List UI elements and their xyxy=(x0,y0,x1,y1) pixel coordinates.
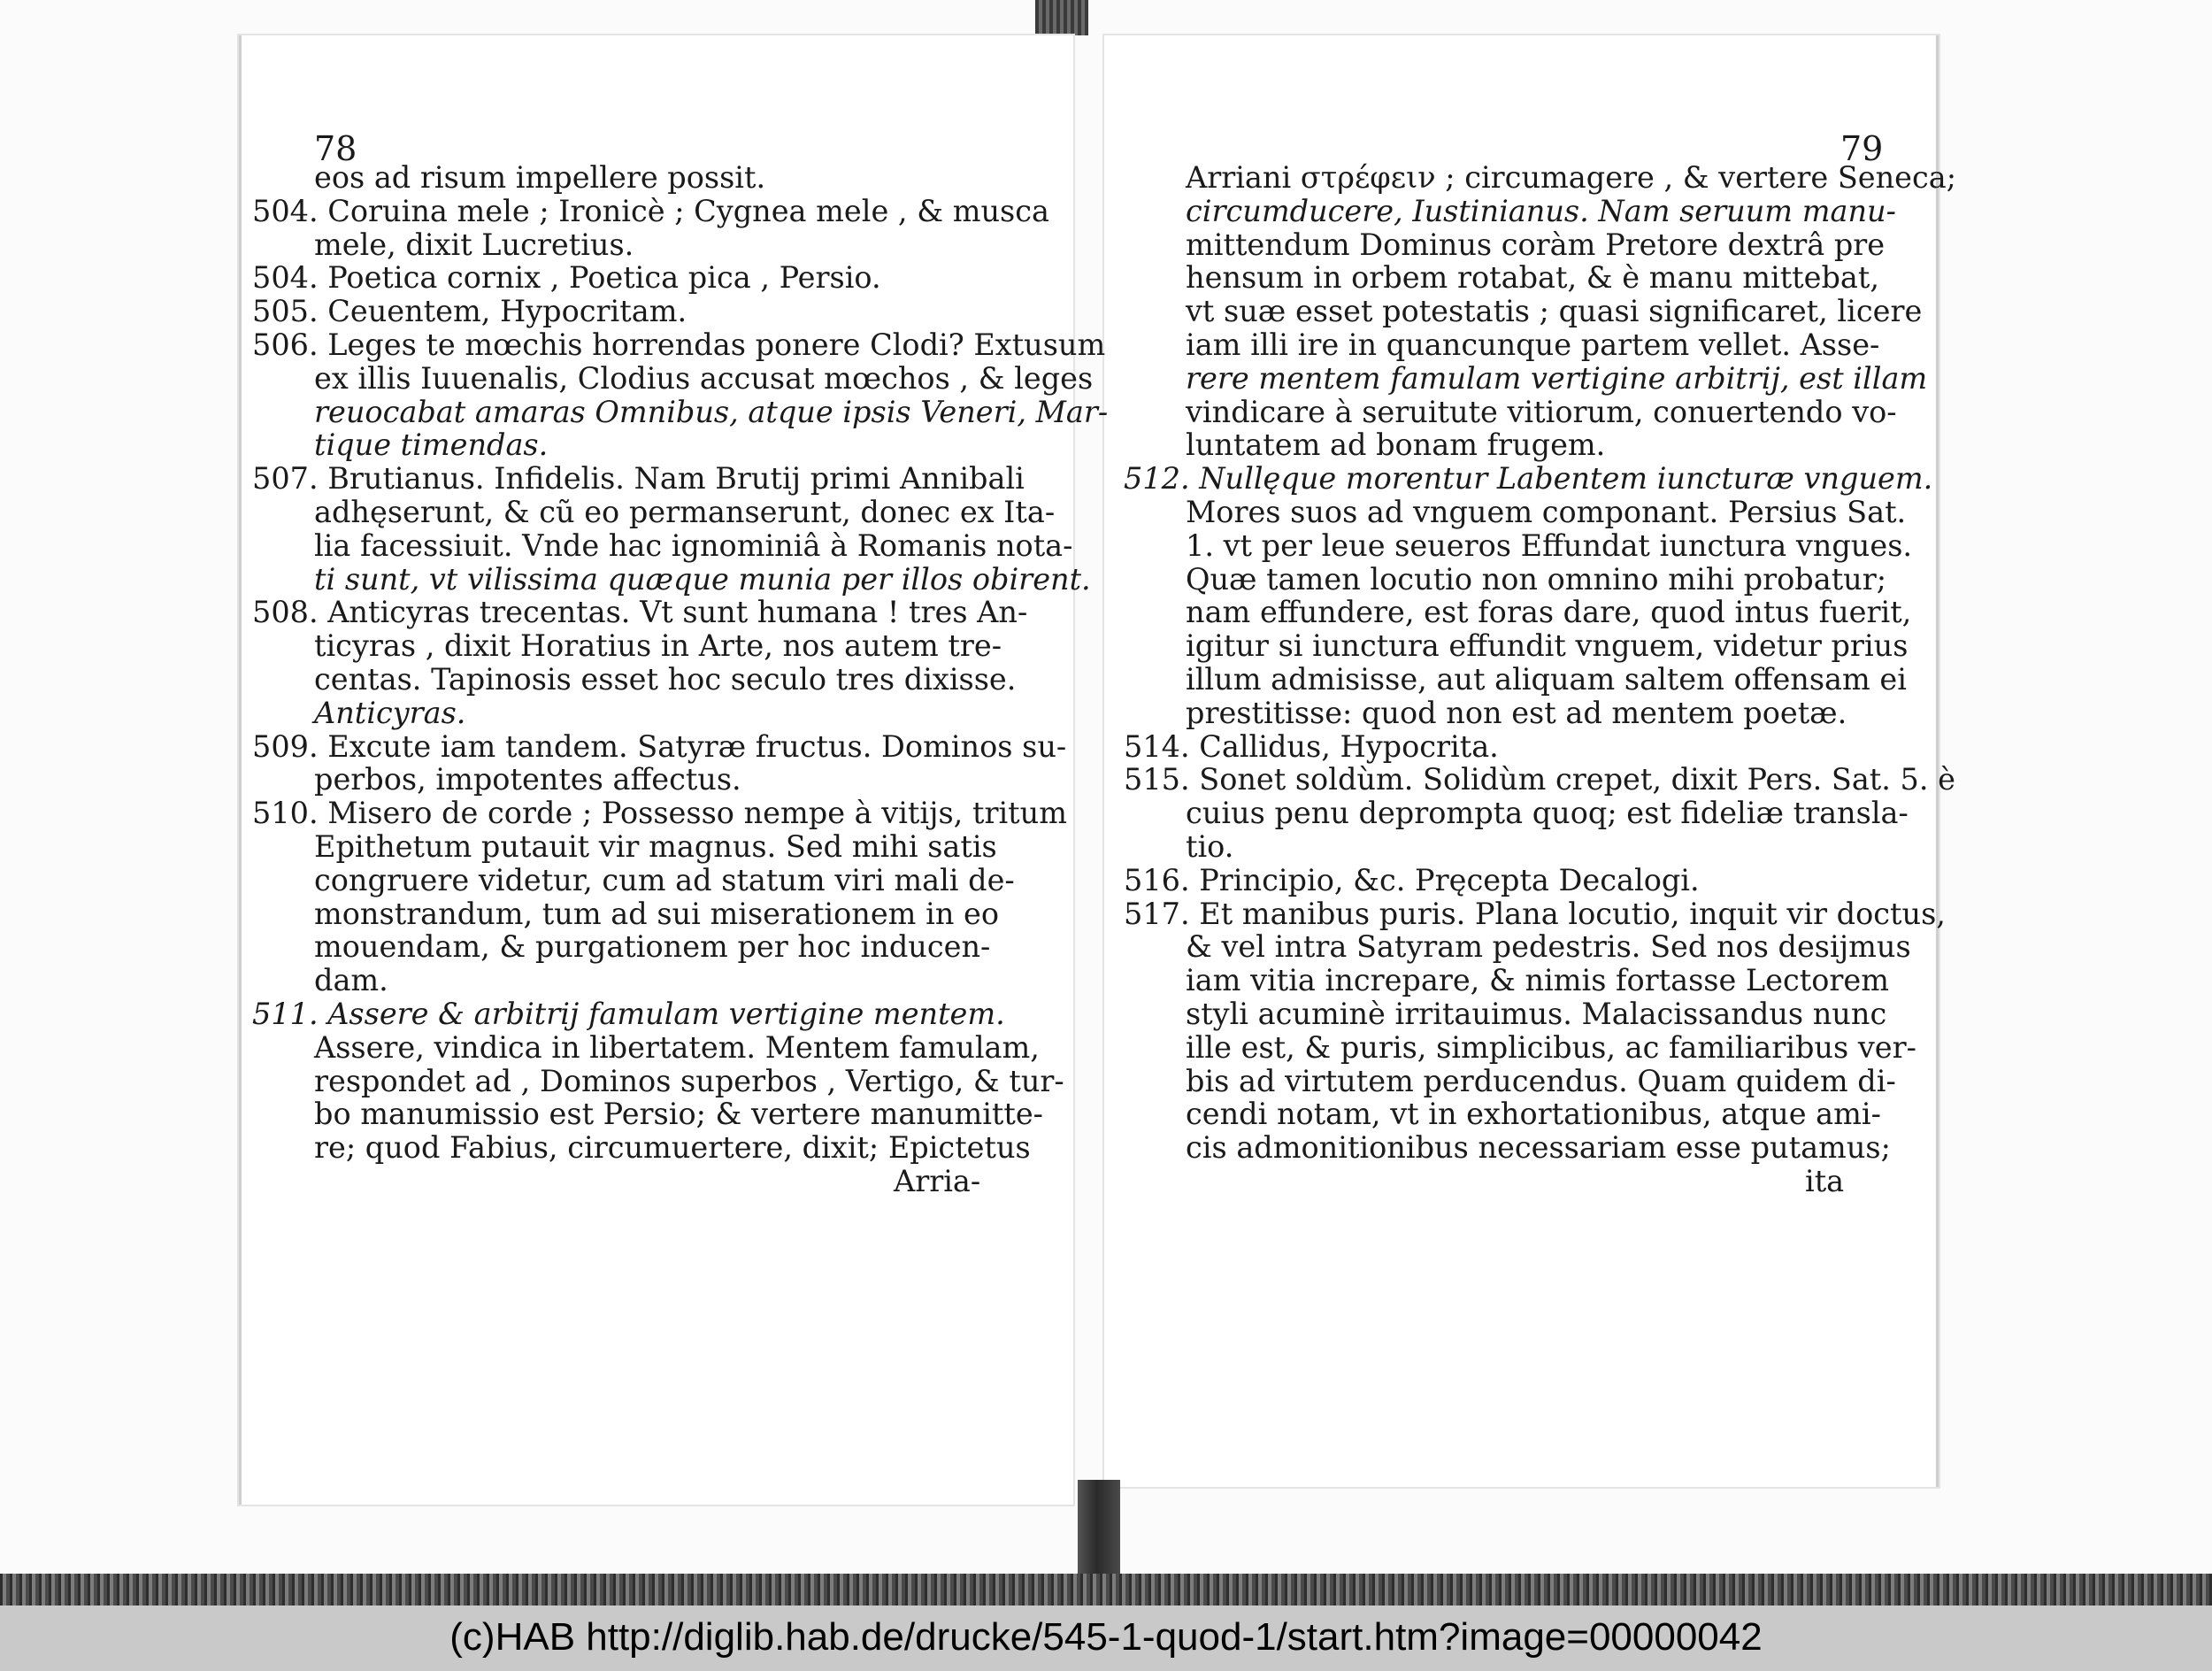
text-line: mele, dixit Lucretius. xyxy=(314,227,634,262)
text-line: 504. Poetica cornix , Poetica pica , Persio. xyxy=(252,260,881,296)
scan-edge-strip xyxy=(0,1574,2212,1606)
text-line: iam illi ire in quancunque partem vellet. Asse- xyxy=(1186,327,1880,362)
text-line: Arria- xyxy=(894,1163,981,1198)
text-line: ex illis Iuuenalis, Clodius accusat mœchos , & leges xyxy=(314,360,1094,396)
text-line: 504. Coruina mele ; Ironicè ; Cygnea mele , & musca xyxy=(252,193,1049,228)
text-line: 516. Principio, &c. Pręcepta Decalogi. xyxy=(1124,862,1700,897)
text-line: iam vitia increpare, & nimis fortasse Lectorem xyxy=(1186,963,1890,998)
text-line: styli acuminè irritauimus. Malacissandus nunc xyxy=(1186,996,1887,1031)
text-line: tio. xyxy=(1186,828,1234,864)
text-line: Mores suos ad vnguem componant. Persius Sat. xyxy=(1186,494,1907,529)
text-line: 514. Callidus, Hypocrita. xyxy=(1124,728,1499,764)
text-line: respondet ad , Dominos superbos , Vertigo, & tur- xyxy=(314,1063,1064,1098)
text-line: 512. Nullęque morentur Labentem iuncturæ vnguem. xyxy=(1124,461,1933,497)
text-line: lia facessiuit. Vnde hac ignominiâ à Romanis nota- xyxy=(314,527,1073,563)
text-line: ille est, & puris, simplicibus, ac familiaribus ver- xyxy=(1186,1029,1916,1065)
text-line: Arriani στρέφειν ; circumagere , & vertere Seneca; xyxy=(1186,160,1957,195)
text-line: adhęserunt, & cũ eo permanserunt, donec ex Ita- xyxy=(314,494,1056,529)
left-page-number: 78 xyxy=(314,129,357,168)
text-line: congruere videtur, cum ad statum viri mali de- xyxy=(314,862,1015,897)
text-line: dam. xyxy=(314,963,388,998)
text-line: cuius penu deprompta quoq; est fideliæ transla- xyxy=(1186,796,1909,831)
text-line: rere mentem famulam vertigine arbitrij, est illam xyxy=(1186,360,1928,396)
right-page-number: 79 xyxy=(1840,129,1884,168)
text-line: ticyras , dixit Horatius in Arte, nos autem tre- xyxy=(314,628,1002,664)
text-line: reuocabat amaras Omnibus, atque ipsis Veneri, Mar- xyxy=(314,394,1109,429)
text-line: bo manumissio est Persio; & vertere manumitte- xyxy=(314,1097,1044,1132)
right-page-text xyxy=(1124,160,1957,1198)
text-line: 517. Et manibus puris. Plana locutio, inquit vir doctus, xyxy=(1124,896,1946,931)
text-line: igitur si iunctura effundit vnguem, videtur prius xyxy=(1186,628,1909,664)
left-page-text xyxy=(252,160,1109,1198)
text-line: 511. Assere & arbitrij famulam vertigine mentem. xyxy=(252,996,1005,1031)
text-line: 1. vt per leue seueros Effundat iunctura vngues. xyxy=(1186,527,1913,563)
binding-gutter-top xyxy=(1035,0,1088,35)
text-line: 506. Leges te mœchis horrendas ponere Clodi? Extusum xyxy=(252,327,1106,362)
text-line: re; quod Fabius, circumuertere, dixit; Epictetus xyxy=(314,1130,1031,1166)
text-line: cendi notam, vt in exhortationibus, atque ami- xyxy=(1186,1097,1881,1132)
text-line: 508. Anticyras trecentas. Vt sunt humana ! tres An- xyxy=(252,595,1028,630)
text-line: ti sunt, vt vilissima quæque munia per illos obirent. xyxy=(314,561,1091,597)
text-line: Assere, vindica in libertatem. Mentem famulam, xyxy=(314,1029,1040,1065)
text-line: 510. Misero de corde ; Possesso nempe à vitijs, tritum xyxy=(252,796,1067,831)
text-line: circumducere, Iustinianus. Nam seruum manu- xyxy=(1186,193,1896,228)
text-line: monstrandum, tum ad sui miserationem in eo xyxy=(314,896,1000,931)
text-line: perbos, impotentes affectus. xyxy=(314,762,741,797)
text-line: bis ad virtutem perducendus. Quam quidem di- xyxy=(1186,1063,1896,1098)
text-line: 509. Excute iam tandem. Satyræ fructus. Dominos su- xyxy=(252,728,1067,764)
text-line: & vel intra Satyram pedestris. Sed nos desijmus xyxy=(1186,929,1911,965)
text-line: nam effundere, est foras dare, quod intus fuerit, xyxy=(1186,595,1912,630)
text-line: 507. Brutianus. Infidelis. Nam Brutij primi Annibali xyxy=(252,461,1025,497)
text-line: luntatem ad bonam frugem. xyxy=(1186,427,1606,463)
text-line: centas. Tapinosis esset hoc seculo tres dixisse. xyxy=(314,661,1017,697)
text-line: mittendum Dominus coràm Pretore dextrâ pre xyxy=(1186,227,1886,262)
text-line: Quæ tamen locutio non omnino mihi probatur; xyxy=(1186,561,1887,597)
text-line: vindicare à seruitute vitiorum, conuertendo vo- xyxy=(1186,394,1897,429)
text-line: 515. Sonet soldùm. Solidùm crepet, dixit Pers. Sat. 5. è xyxy=(1124,762,1955,797)
text-line: Epithetum putauit vir magnus. Sed mihi satis xyxy=(314,828,997,864)
text-line: prestitisse: quod non est ad mentem poetæ. xyxy=(1186,695,1847,730)
text-line: illum admisisse, aut aliquam saltem offensam ei xyxy=(1186,661,1907,697)
text-line: eos ad risum impellere possit. xyxy=(314,160,766,195)
text-line: 505. Ceuentem, Hypocritam. xyxy=(252,294,687,329)
text-line: tique timendas. xyxy=(314,427,549,463)
text-line: cis admonitionibus necessariam esse putamus; xyxy=(1186,1130,1891,1166)
text-line: Anticyras. xyxy=(314,695,466,730)
footer-citation: (c)HAB http://diglib.hab.de/drucke/545-1-quod-1/start.htm?image=00000042 xyxy=(449,1615,1763,1659)
text-line: ita xyxy=(1805,1163,1845,1198)
text-line: mouendam, & purgationem per hoc inducen- xyxy=(314,929,991,965)
text-line: hensum in orbem rotabat, & è manu mittebat, xyxy=(1186,260,1879,296)
text-line: vt suæ esset potestatis ; quasi significaret, licere xyxy=(1186,294,1923,329)
